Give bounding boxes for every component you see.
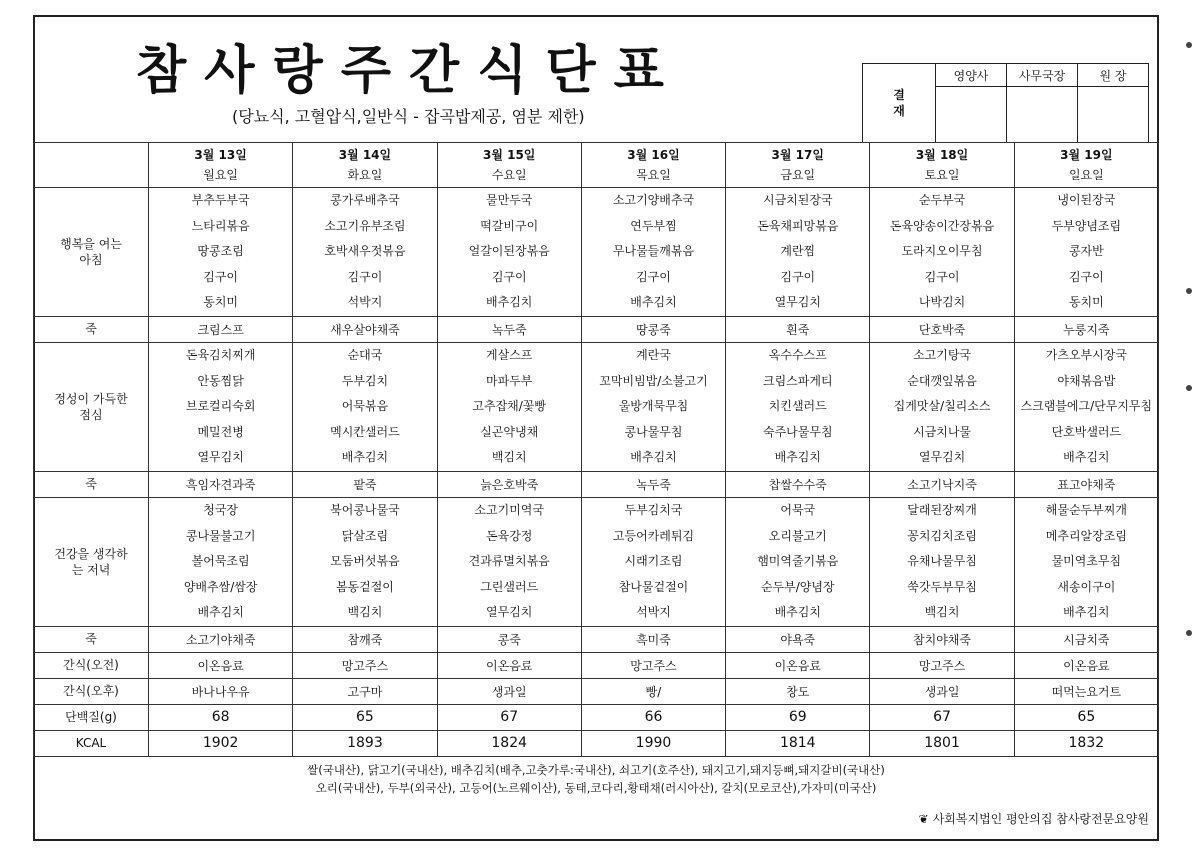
menu-item: 열무김치	[774, 295, 821, 310]
menu-item: 무나물들깨볶음	[612, 244, 695, 259]
menu-item: 새송이구이	[1057, 579, 1116, 594]
menu-cell	[1014, 316, 1158, 342]
menu-item: 배추김치	[774, 450, 821, 465]
menu-item: 망고주스	[341, 658, 389, 673]
page-title: 참사랑주간식단표	[136, 41, 682, 101]
menu-cell	[870, 316, 1014, 342]
menu-cell	[726, 704, 870, 730]
menu-item: 65	[356, 709, 374, 726]
menu-item: 배추김치	[486, 295, 533, 310]
binder-hole-icon	[1186, 630, 1192, 636]
menu-item: 67	[933, 709, 951, 726]
menu-item: 소고기미역국	[474, 502, 544, 517]
menu-item: 닭살조림	[341, 528, 389, 543]
menu-cell	[870, 652, 1014, 678]
approval-director: 원 장	[1078, 64, 1149, 87]
origin-line-1: 쌀(국내산), 닭고기(국내산), 배추김치(배추,고춧가루:국내산), 쇠고기(호주산), 돼지고기,돼지등뼈,돼지갈비(국내산)	[307, 763, 885, 777]
menu-item: 시금치죽	[1063, 632, 1110, 647]
menu-cell	[726, 316, 870, 342]
menu-item: 치킨샐러드	[768, 399, 827, 414]
menu-item: 양배추쌈/쌈장	[183, 579, 258, 594]
menu-item: 배추김치	[197, 605, 244, 620]
menu-row	[34, 652, 1159, 678]
menu-cell	[437, 188, 581, 317]
menu-item: 1814	[779, 735, 816, 752]
menu-item: 김구이	[491, 269, 527, 284]
menu-item: 단호박샐러드	[1051, 424, 1122, 439]
menu-cell	[149, 704, 293, 730]
menu-item: 브로컬리숙회	[185, 399, 256, 414]
meal-category: KCAL	[34, 730, 149, 756]
menu-cell	[293, 188, 437, 317]
menu-item: 1824	[491, 735, 528, 752]
menu-item: 시금치된장국	[762, 193, 833, 207]
menu-item: 석박지	[636, 605, 671, 620]
page-subtitle: (당뇨식, 고혈압식,일반식 - 잡곡밥제공, 염분 제한)	[232, 107, 585, 126]
menu-item: 68	[211, 709, 230, 726]
day-date: 3월 14일	[338, 148, 392, 162]
organization-name	[919, 810, 1149, 827]
menu-row	[34, 188, 1159, 317]
menu-item: 열무김치	[197, 450, 244, 465]
binder-hole-icon	[1186, 288, 1192, 294]
menu-cell	[437, 678, 581, 704]
approval-secretary-general: 사무국장	[1007, 64, 1078, 87]
menu-cell	[581, 188, 725, 317]
menu-item: 1893	[347, 735, 383, 752]
menu-item: 숙주나물무침	[762, 424, 833, 439]
menu-item: 열무김치	[486, 605, 533, 620]
menu-item: 열무김치	[918, 450, 966, 465]
menu-cell	[293, 497, 437, 626]
origin-line-2: 오리(국내산), 두부(외국산), 고등어(노르웨이산), 동태,코다리,황태채(러시아산), 갈치(모로코산),가자미(미국산)	[315, 781, 877, 795]
menu-item: 돈육김치찌개	[185, 347, 256, 362]
menu-item: 김구이	[1068, 269, 1104, 284]
menu-cell	[437, 652, 581, 678]
menu-item: 흰죽	[786, 322, 810, 337]
menu-item: 볼어묵조림	[191, 554, 250, 569]
day-header	[293, 143, 437, 188]
menu-cell	[1014, 497, 1158, 626]
day-header	[726, 143, 870, 188]
day-date: 3월 15일	[482, 148, 536, 162]
menu-item: 단호박죽	[918, 322, 966, 337]
menu-item: 냉이된장국	[1057, 193, 1116, 207]
menu-cell	[1014, 626, 1158, 652]
menu-cell	[726, 188, 870, 317]
menu-item: 1990	[635, 735, 672, 752]
organization-label: 사회복지법인 평안의집 참사랑전문요양원	[932, 812, 1149, 826]
menu-item: 창도	[786, 684, 810, 699]
menu-row	[34, 678, 1159, 704]
menu-item: 계란찜	[780, 244, 816, 259]
approval-nutritionist: 영양사	[936, 64, 1007, 87]
menu-item: 이온음료	[774, 658, 821, 673]
menu-item: 찹쌀수수죽	[768, 477, 827, 492]
meal-category: 단백질(g)	[34, 704, 149, 730]
menu-cell	[870, 342, 1014, 471]
meal-category: 행복을 여는 아침	[34, 188, 149, 317]
menu-cell	[870, 626, 1014, 652]
menu-item: 크림스파게티	[762, 373, 833, 388]
day-weekday: 목요일	[636, 168, 671, 182]
day-header-row	[34, 143, 1159, 188]
menu-item: 느타리볶음	[191, 218, 250, 233]
menu-item: 동치미	[1068, 295, 1104, 310]
menu-item: 두부김치국	[624, 502, 683, 517]
day-weekday: 화요일	[347, 168, 383, 182]
menu-item: 콩죽	[497, 632, 521, 647]
menu-item: 그린샐러드	[480, 579, 539, 594]
menu-cell	[437, 626, 581, 652]
menu-item: 새우살야채죽	[330, 322, 400, 337]
menu-item: 햄미역줄기볶음	[757, 554, 839, 569]
menu-cell	[870, 188, 1014, 317]
menu-item: 두부양념조림	[1051, 218, 1122, 233]
menu-cell	[437, 342, 581, 471]
menu-item: 꼬막비빔밥/소불고기	[599, 373, 708, 388]
meal-category: 정성이 가득한 점심	[34, 342, 149, 471]
day-header	[1014, 143, 1158, 188]
day-weekday: 월요일	[203, 168, 239, 182]
menu-item: 흑임자견과죽	[185, 477, 256, 492]
corner-cell	[34, 143, 149, 188]
menu-item: 시래기조림	[624, 554, 683, 569]
day-header	[581, 143, 725, 188]
menu-cell	[149, 316, 293, 342]
menu-item: 이온음료	[486, 658, 533, 673]
menu-cell	[726, 626, 870, 652]
menu-item: 오리불고기	[768, 528, 827, 543]
menu-item: 떠먹는요거트	[1051, 684, 1122, 699]
meal-category: 건강을 생각하 는 저녁	[34, 497, 149, 626]
menu-cell	[437, 316, 581, 342]
menu-item: 바나나우유	[191, 684, 250, 699]
menu-cell	[726, 497, 870, 626]
menu-cell	[293, 316, 437, 342]
menu-item: 메추리알장조림	[1045, 528, 1127, 543]
menu-item: 순두부국	[918, 193, 966, 207]
approval-sign-cell	[1007, 87, 1078, 143]
menu-item: 동치미	[203, 295, 239, 310]
menu-item: 누룽지죽	[1063, 322, 1110, 337]
weekly-menu-table	[33, 142, 1159, 757]
menu-item: 순대깻잎볶음	[907, 373, 977, 388]
menu-item: 김구이	[636, 269, 671, 284]
menu-item: 계란국	[636, 347, 671, 362]
day-header	[870, 143, 1014, 188]
menu-item: 땅콩조림	[197, 244, 244, 259]
day-header	[149, 143, 293, 188]
menu-item: 배추김치	[1063, 450, 1110, 465]
menu-item: 야채볶음밥	[1057, 373, 1116, 388]
menu-item: 흑미죽	[636, 632, 671, 647]
menu-item: 콩나물무침	[624, 424, 683, 439]
meal-category: 간식(오전)	[34, 652, 149, 678]
menu-item: 시금치나물	[913, 424, 972, 439]
menu-item: 1801	[924, 735, 960, 752]
menu-item: 울방개묵무침	[618, 399, 689, 414]
menu-row	[34, 342, 1159, 471]
menu-item: 견과류멸치볶음	[468, 554, 550, 569]
menu-item: 석박지	[347, 295, 383, 310]
menu-item: 안동찜닭	[197, 373, 244, 388]
menu-item: 돈육강정	[486, 528, 533, 543]
menu-item: 참깨죽	[347, 632, 383, 647]
day-weekday: 금요일	[780, 168, 816, 182]
menu-item: 마파두부	[486, 373, 533, 388]
menu-item: 가츠오부시장국	[1045, 347, 1127, 362]
menu-cell	[581, 678, 725, 704]
menu-item: 소고기탕국	[913, 347, 972, 362]
meal-category: 간식(오후)	[34, 678, 149, 704]
menu-cell	[293, 652, 437, 678]
menu-cell	[1014, 342, 1158, 471]
binder-hole-icon	[1186, 42, 1192, 48]
menu-item: 순대국	[347, 347, 383, 362]
menu-cell	[870, 678, 1014, 704]
menu-item: 녹두죽	[636, 477, 671, 492]
menu-item: 생과일	[491, 684, 527, 699]
menu-item: 김구이	[203, 269, 239, 284]
menu-item: 65	[1077, 709, 1096, 726]
menu-cell	[581, 704, 725, 730]
day-weekday: 토요일	[924, 168, 960, 182]
menu-item: 1902	[202, 735, 239, 752]
day-date: 3월 13일	[194, 148, 247, 162]
menu-row	[34, 471, 1159, 497]
menu-item: 팥죽	[353, 477, 377, 492]
menu-cell	[293, 678, 437, 704]
menu-item: 어묵국	[780, 502, 816, 517]
menu-row	[34, 497, 1159, 626]
menu-item: 백김치	[347, 605, 383, 620]
menu-item: 멕시칸샐러드	[330, 424, 400, 439]
menu-cell	[581, 652, 725, 678]
menu-item: 도라지오이무침	[901, 244, 983, 259]
menu-cell	[293, 704, 437, 730]
menu-item: 옥수수스프	[768, 347, 827, 362]
menu-cell	[581, 342, 725, 471]
menu-item: 백김치	[491, 450, 527, 465]
menu-item: 물미역초무침	[1051, 554, 1122, 569]
menu-cell	[1014, 188, 1158, 317]
menu-cell	[870, 471, 1014, 497]
menu-item: 땅콩죽	[636, 322, 671, 337]
menu-item: 녹두죽	[491, 322, 527, 337]
menu-item: 봄동겉절이	[335, 579, 394, 594]
menu-item: 쑥갓두부무침	[907, 579, 977, 594]
approval-sign-cell	[936, 87, 1007, 143]
menu-cell	[437, 497, 581, 626]
approval-label: 결 재	[863, 64, 936, 143]
menu-cell	[870, 497, 1014, 626]
day-date: 3월 18일	[915, 148, 969, 162]
menu-item: 배추김치	[1063, 605, 1110, 620]
menu-item: 배추김치	[630, 295, 677, 310]
menu-item: 이온음료	[197, 658, 244, 673]
menu-item: 이온음료	[1063, 658, 1110, 673]
menu-item: 유채나물무침	[907, 554, 977, 569]
menu-item: 순두부/양념장	[760, 579, 835, 594]
menu-item: 생과일	[924, 684, 960, 699]
menu-cell	[149, 497, 293, 626]
menu-cell	[293, 471, 437, 497]
day-date: 3월 17일	[771, 148, 824, 162]
menu-cell	[149, 678, 293, 704]
menu-item: 크림스프	[197, 322, 244, 337]
menu-item: 배추김치	[630, 450, 677, 465]
approval-sign-cell	[1078, 87, 1149, 143]
day-date: 3월 16일	[627, 148, 680, 162]
menu-item: 얼갈이된장볶음	[468, 244, 550, 259]
menu-item: 콩가루배추국	[330, 193, 400, 207]
day-date: 3월 19일	[1060, 148, 1113, 162]
menu-item: 66	[644, 709, 663, 726]
menu-item: 소고기낙지죽	[907, 477, 977, 492]
menu-item: 김구이	[780, 269, 816, 284]
leaf-logo-icon: ❦	[918, 812, 929, 826]
menu-item: 해물순두부찌개	[1045, 502, 1127, 517]
menu-cell	[581, 316, 725, 342]
menu-item: 늙은호박죽	[480, 477, 539, 492]
menu-item: 소고기양배추국	[612, 193, 695, 207]
menu-item: 1832	[1068, 735, 1105, 752]
menu-item: 모둠버섯볶음	[330, 554, 400, 569]
meal-category: 죽	[34, 471, 149, 497]
menu-item: 고추잡채/꽃빵	[472, 399, 546, 414]
menu-cell	[149, 188, 293, 317]
menu-item: 북어콩나물국	[330, 502, 400, 517]
menu-item: 실곤약냉채	[480, 424, 539, 439]
approval-box	[862, 63, 1149, 143]
menu-cell	[726, 678, 870, 704]
menu-cell	[437, 704, 581, 730]
menu-item: 꽁치김치조림	[907, 528, 977, 543]
menu-cell	[293, 342, 437, 471]
menu-item: 참치야채죽	[913, 632, 972, 647]
menu-item: 부추두부국	[191, 193, 250, 207]
menu-item: 스크램블에그/단무지무침	[1020, 399, 1153, 414]
menu-cell	[149, 471, 293, 497]
menu-item: 소고기야채죽	[185, 632, 256, 647]
day-weekday: 일요일	[1068, 168, 1104, 182]
menu-item: 백김치	[924, 605, 960, 620]
menu-item: 떡갈비구이	[480, 218, 539, 233]
menu-item: 참나물겉절이	[618, 579, 689, 594]
menu-item: 나박김치	[918, 295, 966, 310]
menu-cell	[726, 471, 870, 497]
meal-category: 죽	[34, 626, 149, 652]
menu-item: 콩나물불고기	[185, 528, 256, 543]
menu-item: 김구이	[924, 269, 960, 284]
menu-cell	[293, 626, 437, 652]
menu-row	[34, 626, 1159, 652]
day-weekday: 수요일	[491, 168, 527, 182]
menu-item: 배추김치	[774, 605, 821, 620]
menu-cell	[149, 342, 293, 471]
menu-item: 배추김치	[341, 450, 389, 465]
menu-item: 표고야채죽	[1057, 477, 1116, 492]
menu-item: 67	[500, 709, 519, 726]
menu-item: 연두부찜	[630, 218, 677, 233]
menu-row	[34, 316, 1159, 342]
menu-cell	[149, 652, 293, 678]
footer	[33, 752, 1159, 841]
menu-item: 콩자반	[1068, 244, 1104, 259]
menu-cell	[1014, 704, 1158, 730]
menu-item: 두부김치	[341, 373, 389, 388]
menu-cell	[581, 497, 725, 626]
menu-item: 김구이	[347, 269, 383, 284]
menu-cell	[1014, 652, 1158, 678]
menu-cell	[581, 626, 725, 652]
menu-item: 소고기유부조림	[324, 218, 406, 233]
menu-cell	[1014, 471, 1158, 497]
menu-item: 돈육양송이간장볶음	[889, 218, 995, 233]
day-header	[437, 143, 581, 188]
menu-item: 물만두국	[486, 193, 533, 207]
menu-cell	[726, 342, 870, 471]
menu-item: 망고주스	[630, 658, 677, 673]
menu-item: 빵/	[645, 684, 662, 699]
meal-category: 죽	[34, 316, 149, 342]
menu-cell	[726, 652, 870, 678]
menu-item: 망고주스	[918, 658, 966, 673]
menu-item: 청국장	[203, 502, 239, 517]
menu-item: 고구마	[347, 684, 383, 699]
menu-item: 야욕죽	[780, 632, 816, 647]
menu-cell	[1014, 678, 1158, 704]
binder-hole-icon	[1186, 385, 1192, 391]
menu-cell	[437, 471, 581, 497]
menu-item: 집게맛살/칠리소스	[893, 399, 991, 414]
menu-cell	[149, 626, 293, 652]
menu-cell	[581, 471, 725, 497]
menu-item: 메밀전병	[197, 424, 244, 439]
menu-item: 69	[788, 709, 807, 726]
menu-cell	[870, 704, 1014, 730]
menu-item: 달래된장찌개	[907, 502, 977, 517]
menu-item: 어묵볶음	[341, 399, 389, 414]
menu-row	[34, 704, 1159, 730]
menu-item: 게살스프	[486, 347, 533, 362]
menu-item: 고등어카레튀김	[612, 528, 695, 543]
menu-item: 호박새우젓볶음	[324, 244, 406, 259]
menu-item: 돈육채피망볶음	[757, 218, 839, 233]
